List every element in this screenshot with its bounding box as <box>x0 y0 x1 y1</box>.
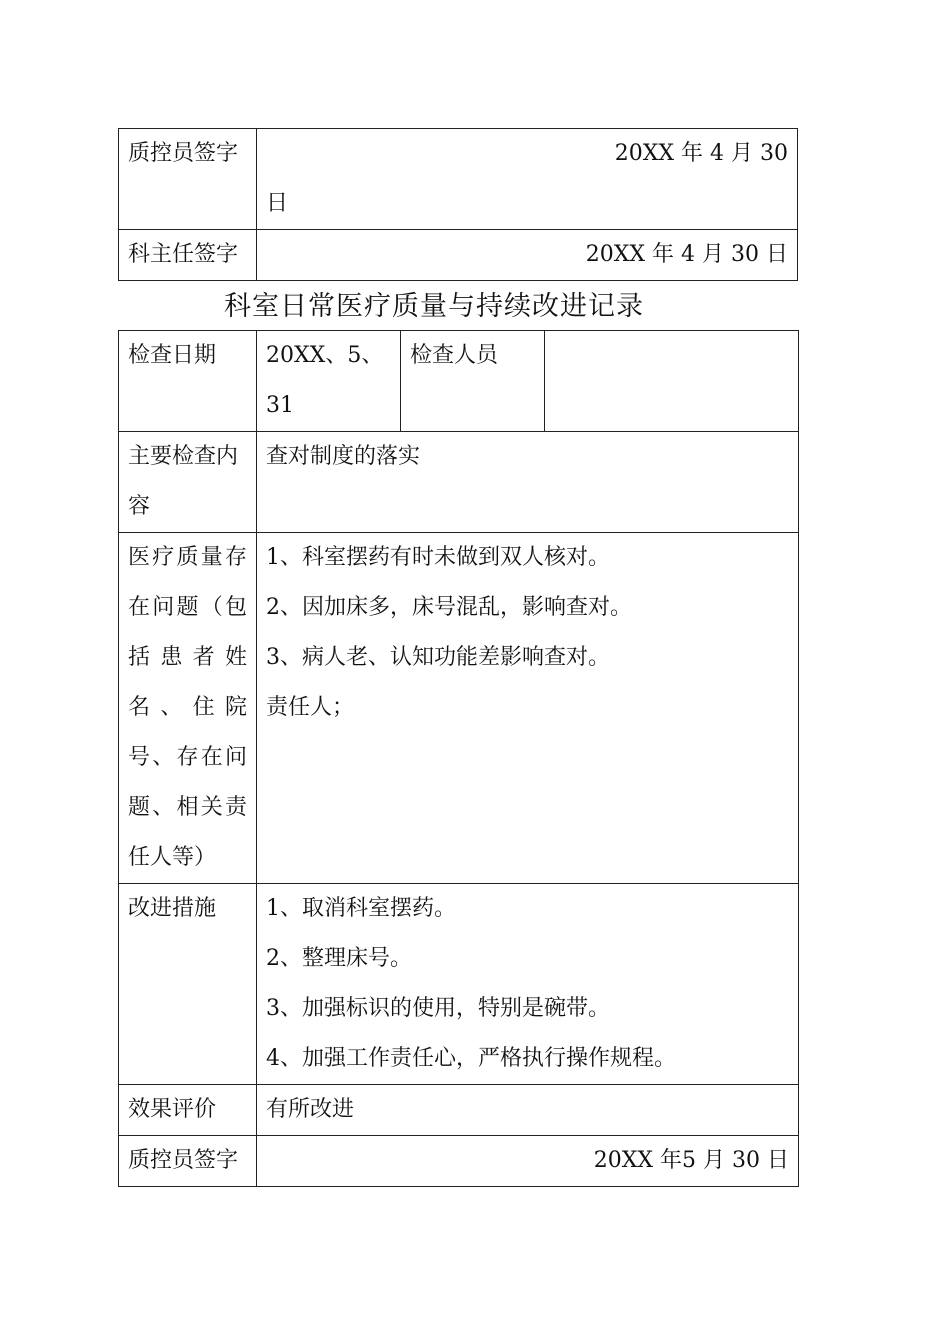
check-date-value: 20XX、5、31 <box>257 331 401 432</box>
qc-signature-label: 质控员签字 <box>119 129 257 230</box>
problems-label-line: 题、相关责 <box>128 795 247 820</box>
qc-signature-date-cell <box>257 129 798 230</box>
problems-label-line: 任人等） <box>128 845 217 870</box>
qc-signature-date-tail: 日 <box>266 191 289 216</box>
record-qc-signature-label: 质控员签字 <box>119 1136 257 1187</box>
qc-signature-date: 20XX 年 4 月 30 <box>614 141 788 166</box>
inspector-value <box>545 331 799 432</box>
problem-item: 1、科室摆药有时未做到双人核对。 <box>266 545 610 570</box>
record-qc-signature-date: 20XX 年5 月 30 日 <box>257 1136 799 1187</box>
problems-list <box>257 533 799 884</box>
measure-item: 1、取消科室摆药。 <box>266 896 456 921</box>
record-table <box>118 330 799 1187</box>
problems-label-line: 名 、 住 院 <box>128 695 247 720</box>
problems-label-line: 在问题（包 <box>128 595 247 620</box>
problem-item: 3、病人老、认知功能差影响查对。 <box>266 645 610 670</box>
measure-item: 3、加强标识的使用，特别是碗带。 <box>266 996 610 1021</box>
measures-label: 改进措施 <box>119 884 257 1085</box>
page-title: 科室日常医疗质量与持续改进记录 <box>224 291 644 322</box>
main-content-value: 查对制度的落实 <box>257 432 799 533</box>
director-signature-label: 科主任签字 <box>119 230 257 281</box>
effect-label: 效果评价 <box>119 1085 257 1136</box>
responsible-person: 责任人； <box>266 695 355 720</box>
measure-item: 4、加强工作责任心，严格执行操作规程。 <box>266 1046 676 1071</box>
problems-label-line: 号、存在问 <box>128 745 247 770</box>
problem-item: 2、因加床多，床号混乱，影响查对。 <box>266 595 632 620</box>
main-content-label: 主要检查内容 <box>119 432 257 533</box>
problems-label <box>119 533 257 884</box>
measures-list <box>257 884 799 1085</box>
director-signature-date: 20XX 年 4 月 30 日 <box>257 230 798 281</box>
problems-label-line: 医疗质量存 <box>128 545 247 570</box>
measure-item: 2、整理床号。 <box>266 946 412 971</box>
inspector-label: 检查人员 <box>401 331 545 432</box>
problems-label-line: 括 患 者 姓 <box>128 645 247 670</box>
signature-table <box>118 128 798 281</box>
check-date-label: 检查日期 <box>119 331 257 432</box>
effect-value: 有所改进 <box>257 1085 799 1136</box>
